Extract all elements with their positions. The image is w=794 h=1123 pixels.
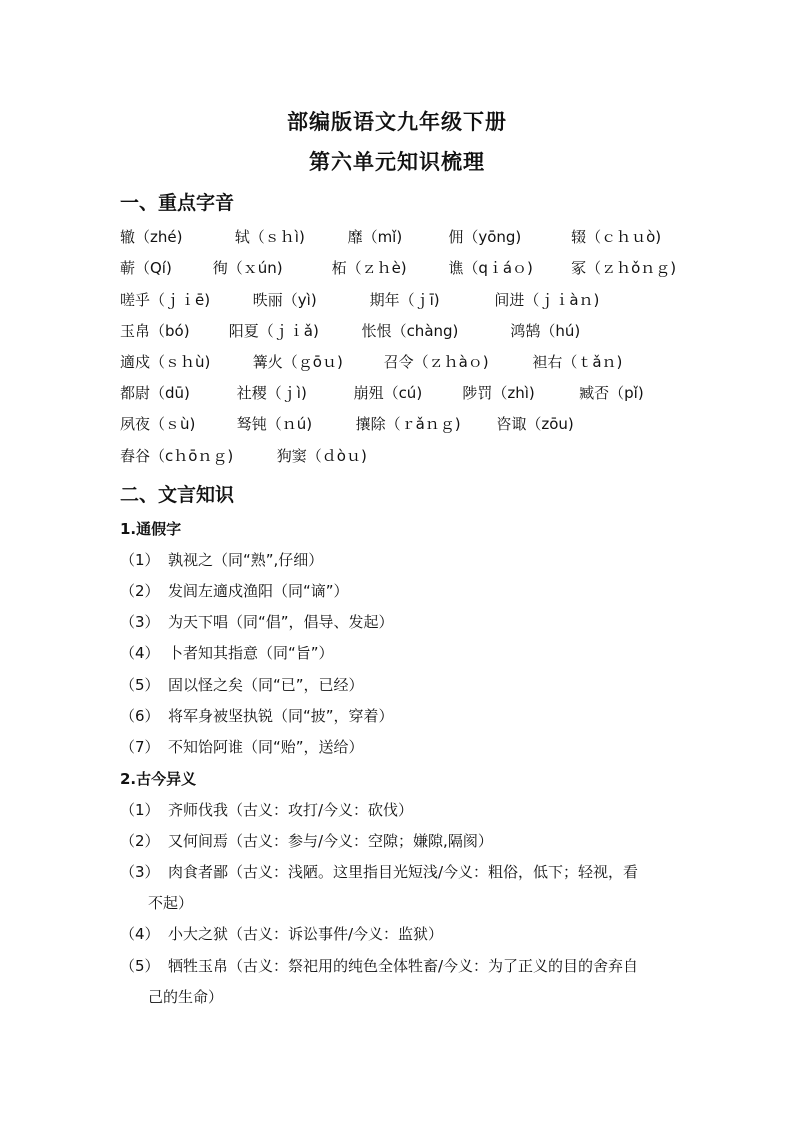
pinyin-item: 咨诹（zōu): [496, 415, 574, 433]
pinyin-item: 辙（zhé): [120, 228, 183, 246]
item-number: （5）: [120, 957, 160, 975]
pinyin-row: [120, 413, 574, 434]
item-number: （6）: [120, 707, 160, 725]
item-number: （4）: [120, 925, 160, 943]
document-title: 部编版语文九年级下册: [287, 110, 507, 134]
item-text: 为天下唱（同“倡”，倡导、发起）: [168, 613, 394, 631]
pinyin-item: 谯（qｉáｏ): [448, 259, 533, 277]
item-text: 小大之狱（古义：诉讼事件/今义：监狱）: [168, 925, 444, 943]
pinyin-item: 昳丽（yì): [252, 291, 317, 309]
section-heading-pronunciation: 一、重点字音: [120, 192, 235, 214]
item-number: （4）: [120, 644, 160, 662]
item-text: 又何间焉（古义：参与/今义：空隙；嫌隙,隔阂）: [168, 832, 493, 850]
item-text-continued: 不起）: [148, 894, 194, 912]
pinyin-item: 召令（ｚｈàｏ): [383, 353, 489, 371]
item-number: （7）: [120, 738, 160, 756]
pinyin-item: 狗窦（ｄòｕ): [276, 447, 367, 465]
pinyin-row: [120, 351, 622, 372]
pinyin-item: 阳夏（ｊｉǎ): [228, 322, 319, 340]
item-number: （1）: [120, 801, 160, 819]
list-item: [120, 799, 413, 820]
item-text: 肉食者鄙（古义：浅陋。这里指目光短浅/今义：粗俗，低下；轻视，看: [168, 863, 639, 881]
subheading-gujinyiyi: 2.古今异义: [120, 770, 197, 788]
item-number: （2）: [120, 582, 160, 600]
pinyin-row: [120, 382, 644, 403]
item-text: 孰视之（同“熟”,仔细）: [168, 551, 324, 569]
item-number: （1）: [120, 551, 160, 569]
list-item: [120, 923, 443, 944]
item-text: 齐师伐我（古义：攻打/今义：砍伐）: [168, 801, 414, 819]
item-number: （2）: [120, 832, 160, 850]
pinyin-item: 轼（ｓｈì): [234, 228, 305, 246]
pinyin-item: 靡（mǐ): [347, 228, 403, 246]
pinyin-item: 攘除（ｒǎｎｇ): [355, 415, 461, 433]
pinyin-item: 陟罚（zhì): [462, 384, 535, 402]
pinyin-item: 间进（ｊｉàｎ): [494, 291, 600, 309]
pinyin-item: 嗟乎（ｊｉē): [120, 291, 211, 309]
document-subtitle: 第六单元知识梳理: [309, 150, 485, 174]
item-number: （5）: [120, 676, 160, 694]
list-item: [120, 549, 323, 570]
pinyin-item: 社稷（ｊì): [236, 384, 307, 402]
pinyin-item: 臧否（pǐ): [579, 384, 644, 402]
list-item: [120, 611, 394, 632]
pinyin-item: 篝火（ｇōｕ): [252, 353, 343, 371]
list-item: [120, 705, 394, 726]
list-item: [120, 955, 638, 976]
item-number: （3）: [120, 613, 160, 631]
pinyin-item: 都尉（dū): [120, 384, 190, 402]
list-item: [120, 642, 334, 663]
pinyin-item: 玉帛（bó): [120, 322, 190, 340]
pinyin-row: [120, 320, 580, 341]
pinyin-item: 怅恨（chàng): [361, 322, 459, 340]
section-heading-classical: 二、文言知识: [120, 484, 235, 506]
pinyin-item: 佣（yōng): [448, 228, 522, 246]
item-text: 固以怪之矣（同“已”，已经）: [168, 676, 364, 694]
pinyin-item: 夙夜（ｓù): [120, 415, 196, 433]
item-text: 不知饴阿谁（同“贻”，送给）: [168, 738, 364, 756]
list-item: [120, 736, 364, 757]
item-number: （3）: [120, 863, 160, 881]
item-text: 牺牲玉帛（古义：祭祀用的纯色全体牲畜/今义：为了正义的目的舍弃自: [168, 957, 639, 975]
pinyin-item: 舂谷（cｈōｎｇ): [120, 447, 234, 465]
pinyin-item: 期年（ｊī): [369, 291, 440, 309]
list-item: [120, 830, 493, 851]
item-text: 卜者知其指意（同“旨”）: [168, 644, 334, 662]
pinyin-item: 徇（ｘún): [212, 259, 283, 277]
pinyin-item: 柘（ｚｈè): [331, 259, 407, 277]
item-text-continued: 己的生命）: [148, 988, 224, 1006]
pinyin-item: 鸿鹄（hú): [510, 322, 581, 340]
list-item: [120, 861, 638, 882]
list-item: [120, 674, 364, 695]
pinyin-row: [120, 289, 599, 310]
pinyin-item: 辍（ｃｈｕò): [571, 228, 662, 246]
item-text: 发闾左適戍渔阳（同“谪”）: [168, 582, 349, 600]
subheading-tongjiazi: 1.通假字: [120, 520, 182, 538]
pinyin-item: 崩殂（cú): [353, 384, 423, 402]
pinyin-item: 冢（ｚｈǒｎｇ): [571, 259, 677, 277]
pinyin-item: 袒右（ｔǎｎ): [532, 353, 623, 371]
pinyin-row: [120, 445, 367, 466]
list-item: [120, 580, 349, 601]
pinyin-item: 驽钝（ｎú): [236, 415, 313, 433]
pinyin-item: 適戍（ｓｈù): [120, 353, 211, 371]
pinyin-row: [120, 257, 676, 278]
item-text: 将军身被坚执锐（同“披”，穿着）: [168, 707, 394, 725]
pinyin-item: 蕲（Qí): [120, 259, 172, 277]
pinyin-row: [120, 226, 661, 247]
